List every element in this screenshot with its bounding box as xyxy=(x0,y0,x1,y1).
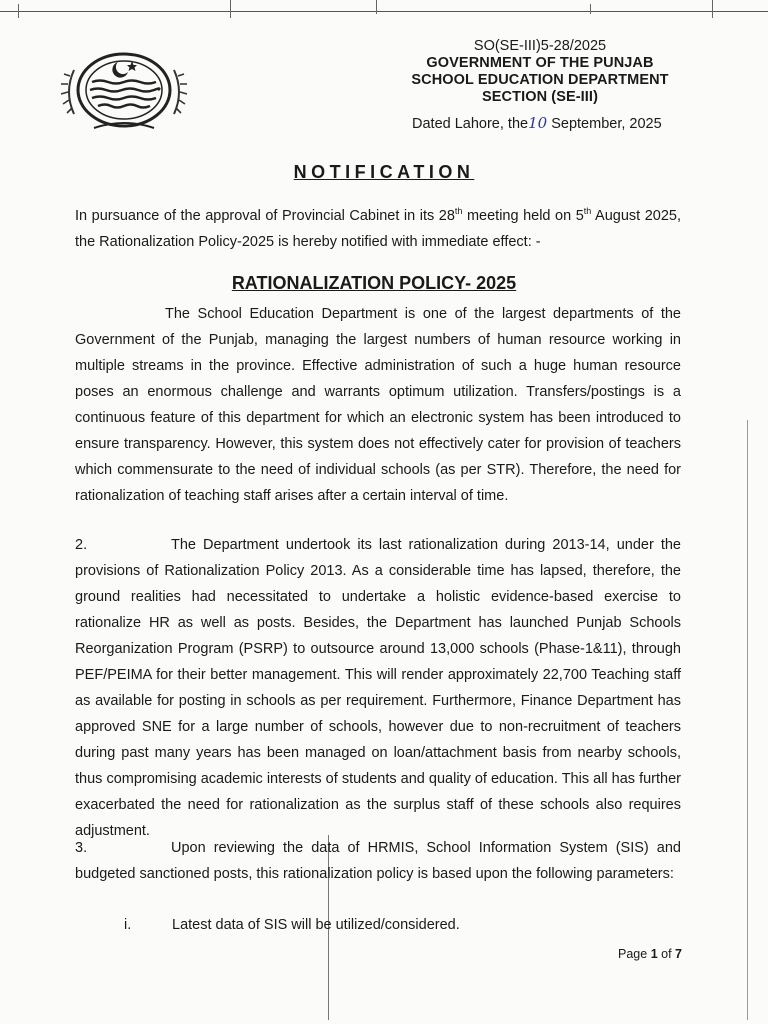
paragraph-1-text: The School Education Department is one of the largest departments of the Government of the Punjab, managing the largest numbers of human resource working in multiple streams in the province. Effective administration of such a huge human resource poses an enormous challenge and warrants optimum utilization. Transfers/postings is a continuous feature of this department for which an electronic system has been introduced to ensure transparency. However, this system does not effectively cater for provision of teachers which commensurate to the need of individual schools (as per STR). Therefore, the need for rationalization of teaching staff arises after a certain interval of time. xyxy=(75,306,681,504)
letterhead xyxy=(395,38,685,106)
page-label: Page xyxy=(618,947,648,961)
dated-line xyxy=(412,114,662,132)
paragraph-3-number: 3. xyxy=(75,840,88,856)
intro-sup: th xyxy=(583,206,592,216)
paragraph-3 xyxy=(75,835,681,887)
punjab-emblem-icon xyxy=(60,48,188,130)
intro-text: In pursuance of the approval of Provincial Cabinet in its 28 xyxy=(75,207,455,224)
policy-title: RATIONALIZATION POLICY- 2025 xyxy=(231,273,517,293)
government-name: GOVERNMENT OF THE PUNJAB xyxy=(426,55,654,71)
intro-text: August 2025, the Rationalization Policy-2025 is hereby notified with immediate effect: - xyxy=(75,207,682,250)
handwritten-day: 10 xyxy=(528,114,548,132)
intro-text: meeting held on 5 xyxy=(462,207,584,224)
list-item-text: Latest data of SIS will be utilized/considered. xyxy=(172,917,460,933)
page-number xyxy=(618,947,682,961)
paragraph-2-number: 2. xyxy=(75,537,88,553)
intro-sup: th xyxy=(454,206,463,216)
scan-mark xyxy=(376,0,377,14)
paragraph-1 xyxy=(75,301,681,509)
scan-mark xyxy=(590,4,591,14)
reference-number: SO(SE-III)5-28/2025 xyxy=(473,38,607,54)
section-name: SECTION (SE-III) xyxy=(482,89,598,105)
list-item xyxy=(124,912,460,938)
scan-edge-line xyxy=(0,11,768,12)
dated-prefix: Dated Lahore, the xyxy=(412,116,529,132)
scan-mark xyxy=(712,0,713,18)
dated-suffix: September, 2025 xyxy=(551,116,662,132)
paragraph-2 xyxy=(75,532,681,844)
paragraph-3-text: Upon reviewing the data of HRMIS, School Information System (SIS) and budgeted sanctioned posts, this rationalization policy is based upon the following parameters: xyxy=(75,840,681,882)
intro-paragraph xyxy=(75,198,681,255)
scan-mark xyxy=(18,4,19,18)
scan-edge-right xyxy=(747,420,748,1020)
page-current: 1 xyxy=(650,947,658,961)
page-total: 7 xyxy=(675,947,682,961)
scan-mark xyxy=(230,0,231,18)
page-of: of xyxy=(661,947,672,961)
list-item-numeral: i. xyxy=(124,917,132,933)
paragraph-2-text: The Department undertook its last rationalization during 2013-14, under the provisions of Rationalization Policy 2013. As a considerable time has lapsed, therefore, the ground realities had necessitated to undertake a holistic evidence-based exercise to rationalize HR as well as posts. Besides, the Department has launched Punjab Schools Reorganization Program (PSRP) to outsource around 13,000 schools (Phase-1&11), through PEF/PEIMA for their better management. This will render approximately 22,700 Teaching staff as available for posting in schools as per requirement. Furthermore, Finance Department has approved SNE for a large number of schools, however due to non-recruitment of teachers during past many years has been managed on loan/attachment basis from nearby schools, thus compromising academic interests of students and quality of education. This all has further exacerbated the need for rationalization as the surplus staff of these schools also requires adjustment. xyxy=(75,537,681,839)
department-name: SCHOOL EDUCATION DEPARTMENT xyxy=(411,72,669,88)
notification-title: NOTIFICATION xyxy=(293,162,475,182)
